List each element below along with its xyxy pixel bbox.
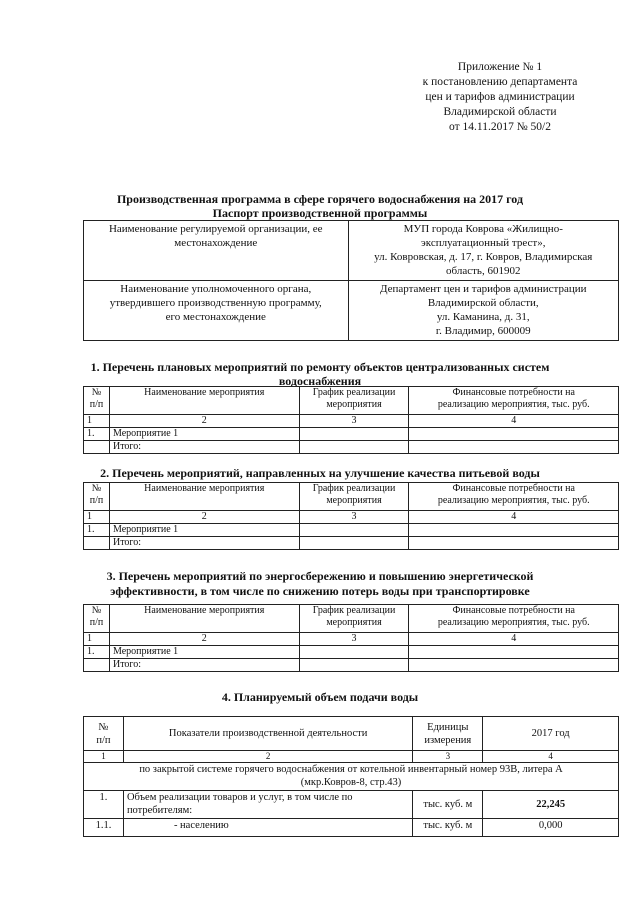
text-line: по закрытой системе горячего водоснабжения от котельной инвентарный номер 93В, литера А [139, 764, 563, 775]
header-num [84, 717, 124, 751]
section4-title: 4. Планируемый объем подачи воды [221, 690, 419, 704]
col-number: 3 [299, 511, 409, 524]
table-row [84, 646, 619, 659]
text-line: ул. Каманина, д. 31, [436, 311, 530, 323]
text-line: мероприятия [326, 399, 382, 410]
section3-title: 3. Перечень мероприятий по энергосбережению и повышению энергетической [106, 569, 534, 583]
table-header-row [84, 605, 619, 633]
section1-title-cont: водоснабжения [278, 374, 362, 388]
empty-cell [299, 428, 409, 441]
section2-table [83, 482, 619, 550]
row-value: 22,245 [483, 791, 619, 819]
text-line: г. Владимир, 600009 [435, 325, 531, 337]
section2-title: 2. Перечень мероприятий, направленных на улучшение качества питьевой воды [100, 466, 540, 480]
row-units: тыс. куб. м [413, 791, 483, 819]
text-line: п/п [89, 495, 104, 506]
text-line: МУП города Коврова «Жилищно- [403, 223, 563, 235]
system-description [84, 763, 619, 791]
empty-cell [299, 537, 409, 550]
text-line: потребителям: [126, 805, 193, 816]
empty-cell [299, 441, 409, 454]
header-name: Наименование мероприятия [109, 605, 299, 633]
row-name [123, 791, 412, 819]
row-name: Мероприятие 1 [109, 428, 299, 441]
text-line: область, 601902 [446, 265, 521, 277]
text-line: График реализации [312, 605, 396, 616]
table-row [84, 221, 619, 281]
table-header-row [84, 483, 619, 511]
col-number: 4 [409, 511, 619, 524]
table-row [84, 763, 619, 791]
text-line: его местонахождение [165, 311, 266, 323]
text-line: реализацию мероприятия, тыс. руб. [437, 617, 590, 628]
row-value: 0,000 [483, 819, 619, 837]
appendix-line: к постановлению департамента [422, 76, 578, 88]
text-line: (мкр.Ковров-8, стр.43) [300, 777, 402, 788]
row-units: тыс. куб. м [413, 819, 483, 837]
table-row [84, 511, 619, 524]
total-label: Итого: [109, 441, 299, 454]
text-line: реализацию мероприятия, тыс. руб. [437, 399, 590, 410]
row-num: 1. [84, 428, 110, 441]
section3-title-cont: эффективности, в том числе по снижению потерь воды при транспортировке [110, 584, 530, 598]
passport-org-label: Наименование регулируемой организации, ее местонахождение [84, 221, 349, 281]
text-line: Наименование уполномоченного органа, [120, 283, 312, 295]
table-header-row [84, 387, 619, 415]
table-row [84, 659, 619, 672]
table-row [84, 751, 619, 763]
text-line: Финансовые потребности на [452, 605, 575, 616]
table-row [84, 524, 619, 537]
empty-cell [84, 659, 110, 672]
row-num: 1. [84, 791, 124, 819]
header-finance [409, 387, 619, 415]
text-line: Финансовые потребности на [452, 483, 575, 494]
section1-title: 1. Перечень плановых мероприятий по ремонту объектов централизованных систем [90, 360, 550, 374]
table-row [84, 281, 619, 341]
empty-cell [409, 441, 619, 454]
passport-heading: Паспорт производственной программы [212, 206, 428, 220]
row-num: 1.1. [84, 819, 124, 837]
empty-cell [299, 524, 409, 537]
passport-table [83, 220, 619, 341]
empty-cell [409, 428, 619, 441]
text-line: График реализации [312, 387, 396, 398]
table-row [84, 415, 619, 428]
row-name: Мероприятие 1 [109, 524, 299, 537]
col-number: 2 [109, 511, 299, 524]
table-row [84, 441, 619, 454]
passport-org-value [348, 221, 619, 281]
text-line: ул. Ковровская, д. 17, г. Ковров, Владимирская [374, 251, 593, 263]
header-indicator: Показатели производственной деятельности [123, 717, 412, 751]
empty-cell [409, 646, 619, 659]
col-number: 2 [109, 633, 299, 646]
header-schedule [299, 605, 409, 633]
empty-cell [409, 537, 619, 550]
appendix-line: Владимирской области [443, 106, 557, 118]
appendix-block [380, 60, 620, 135]
empty-cell [409, 524, 619, 537]
text-line: № [98, 721, 109, 733]
text-line: утвердившего производственную программу, [109, 297, 322, 309]
header-name: Наименование мероприятия [109, 483, 299, 511]
header-name: Наименование мероприятия [109, 387, 299, 415]
header-finance [409, 483, 619, 511]
header-num [84, 387, 110, 415]
col-number: 2 [109, 415, 299, 428]
empty-cell [299, 659, 409, 672]
text-line: График реализации [312, 483, 396, 494]
text-line: измерения [424, 734, 472, 746]
text-line: Финансовые потребности на [452, 387, 575, 398]
text-line: Департамент цен и тарифов администрации [379, 283, 587, 295]
empty-cell [84, 441, 110, 454]
col-number: 3 [299, 415, 409, 428]
header-schedule [299, 483, 409, 511]
text-line: п/п [89, 617, 104, 628]
row-num: 1. [84, 646, 110, 659]
text-line: эксплуатационный трест», [421, 237, 546, 249]
col-number: 3 [299, 633, 409, 646]
col-number: 1 [84, 751, 124, 763]
col-number: 4 [483, 751, 619, 763]
section1-table [83, 386, 619, 454]
document-title: Производственная программа в сфере горячего водоснабжения на 2017 год [116, 192, 524, 206]
table-row [84, 537, 619, 550]
row-name: Мероприятие 1 [109, 646, 299, 659]
appendix-line: от 14.11.2017 № 50/2 [449, 121, 551, 133]
table-row [84, 819, 619, 837]
table-row [84, 791, 619, 819]
text-line: мероприятия [326, 495, 382, 506]
text-line: Владимирской области, [427, 297, 539, 309]
empty-cell [299, 646, 409, 659]
appendix-line: цен и тарифов администрации [425, 91, 575, 103]
passport-authority-value [348, 281, 619, 341]
table-header-row [84, 717, 619, 751]
text-line: № [91, 387, 102, 398]
header-units [413, 717, 483, 751]
text-line: п/п [89, 399, 104, 410]
row-name: - населению [123, 819, 412, 837]
total-label: Итого: [109, 659, 299, 672]
text-line: п/п [96, 734, 111, 746]
text-line: мероприятия [326, 617, 382, 628]
col-number: 2 [123, 751, 412, 763]
col-number: 1 [84, 511, 110, 524]
row-num: 1. [84, 524, 110, 537]
empty-cell [409, 659, 619, 672]
col-number: 1 [84, 633, 110, 646]
col-number: 4 [409, 415, 619, 428]
section3-table [83, 604, 619, 672]
text-line: № [91, 483, 102, 494]
header-year: 2017 год [483, 717, 619, 751]
text-line: Единицы [427, 721, 469, 733]
table-row [84, 428, 619, 441]
col-number: 4 [409, 633, 619, 646]
section4-table [83, 716, 619, 837]
text-line: № [91, 605, 102, 616]
text-line: реализацию мероприятия, тыс. руб. [437, 495, 590, 506]
passport-authority-label [84, 281, 349, 341]
header-schedule [299, 387, 409, 415]
col-number: 3 [413, 751, 483, 763]
header-finance [409, 605, 619, 633]
total-label: Итого: [109, 537, 299, 550]
table-row [84, 633, 619, 646]
col-number: 1 [84, 415, 110, 428]
text-line: Объем реализации товаров и услуг, в том числе по [126, 792, 353, 803]
header-num [84, 605, 110, 633]
appendix-line: Приложение № 1 [457, 61, 543, 73]
header-num [84, 483, 110, 511]
empty-cell [84, 537, 110, 550]
